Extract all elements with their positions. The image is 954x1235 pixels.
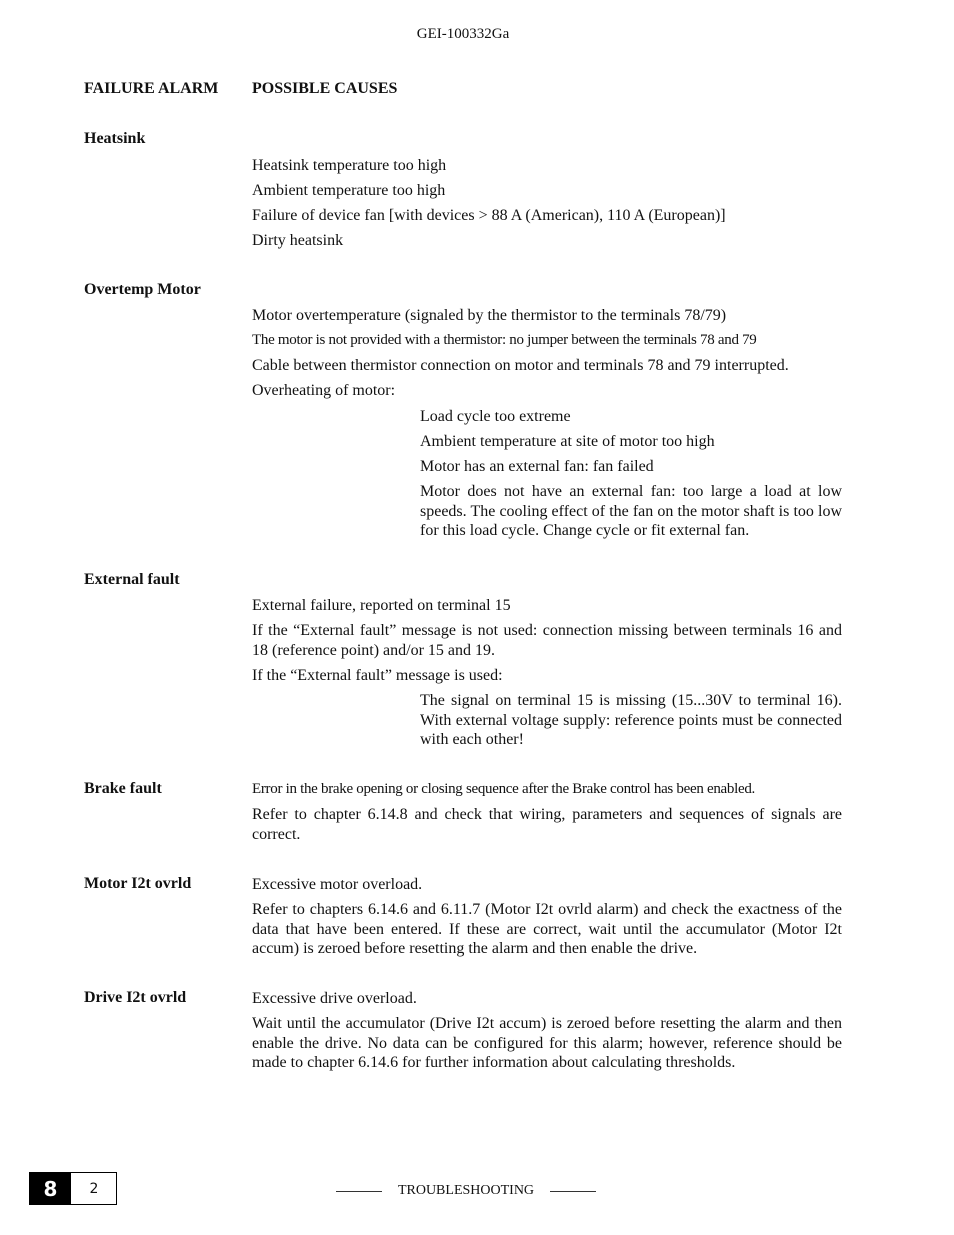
alarm-motor-i2t-ovrld: Motor I2t ovrld bbox=[84, 875, 192, 892]
alarm-heatsink: Heatsink bbox=[84, 130, 146, 147]
alarm-brake-fault: Brake fault bbox=[84, 780, 162, 797]
alarm-overtemp-motor: Overtemp Motor bbox=[84, 281, 201, 298]
cause-text: External failure, reported on terminal 15 bbox=[252, 597, 511, 614]
cause-text: Failure of device fan [with devices > 88 A (American), 110 A (European)] bbox=[252, 207, 726, 224]
cause-text: If the “External fault” message is used: bbox=[252, 667, 503, 684]
page-number: 2 bbox=[89, 1180, 99, 1197]
cause-text: Motor overtemperature (signaled by the thermistor to the terminals 78/79) bbox=[252, 307, 727, 324]
cause-text: Excessive drive overload. bbox=[252, 990, 417, 1007]
cause-text: Refer to chapters 6.14.6 and 6.11.7 (Motor I2t ovrld alarm) and check the exactness of the data that have been entered. If these are correct, wait until the accumulator (Motor I2t accum) is zeroed before resetting the alarm and then enable the drive. bbox=[252, 901, 842, 957]
cause-text: Heatsink temperature too high bbox=[252, 157, 447, 174]
cause-text: If the “External fault” message is not used: connection missing between terminals 16 and 18 (reference point) and/or 15 and 19. bbox=[252, 622, 842, 659]
footer-section bbox=[336, 1183, 596, 1199]
alarm-external-fault: External fault bbox=[84, 571, 180, 588]
cause-text: Error in the brake opening or closing sequence after the Brake control has been enabled. bbox=[252, 781, 755, 797]
cause-text: The motor is not provided with a thermistor: no jumper between the terminals 78 and 79 bbox=[252, 332, 757, 348]
column-header-possible-causes: POSSIBLE CAUSES bbox=[252, 80, 398, 97]
cause-text: Ambient temperature too high bbox=[252, 182, 446, 199]
cause-text: Cable between thermistor connection on motor and terminals 78 and 79 interrupted. bbox=[252, 357, 789, 374]
document-id: GEI-100332Ga bbox=[416, 26, 510, 42]
sub-cause-text: The signal on terminal 15 is missing (15...30V to terminal 16). With external voltage supply: reference points must be connected with each other! bbox=[420, 692, 842, 748]
chapter-number: 8 bbox=[30, 1173, 71, 1204]
cause-text: Refer to chapter 6.14.8 and check that wiring, parameters and sequences of signals are correct. bbox=[252, 806, 842, 843]
cause-text: Dirty heatsink bbox=[252, 232, 344, 249]
column-header-failure-alarm: FAILURE ALARM bbox=[84, 80, 219, 97]
footer-section-title: TROUBLESHOOTING bbox=[397, 1183, 535, 1198]
sub-cause-text: Load cycle too extreme bbox=[420, 408, 571, 425]
alarm-drive-i2t-ovrld: Drive I2t ovrld bbox=[84, 989, 187, 1006]
cause-text: Overheating of motor: bbox=[252, 382, 396, 399]
cause-text: Wait until the accumulator (Drive I2t accum) is zeroed before resetting the alarm and then enable the drive. No data can be configured for this alarm; however, reference should be made to chapter 6.14.6 for further information about calculating thresholds. bbox=[252, 1015, 842, 1071]
sub-cause-text: Ambient temperature at site of motor too high bbox=[420, 433, 715, 450]
cause-text: Excessive motor overload. bbox=[252, 876, 423, 893]
footer-rule-left bbox=[336, 1191, 382, 1192]
sub-cause-text: Motor does not have an external fan: too large a load at low speeds. The cooling effect of the fan on the motor shaft is too low for this load cycle. Change cycle or fit external fan. bbox=[420, 483, 842, 539]
sub-cause-text: Motor has an external fan: fan failed bbox=[420, 458, 654, 475]
footer-rule-right bbox=[550, 1191, 596, 1192]
page-number-box bbox=[29, 1172, 117, 1205]
